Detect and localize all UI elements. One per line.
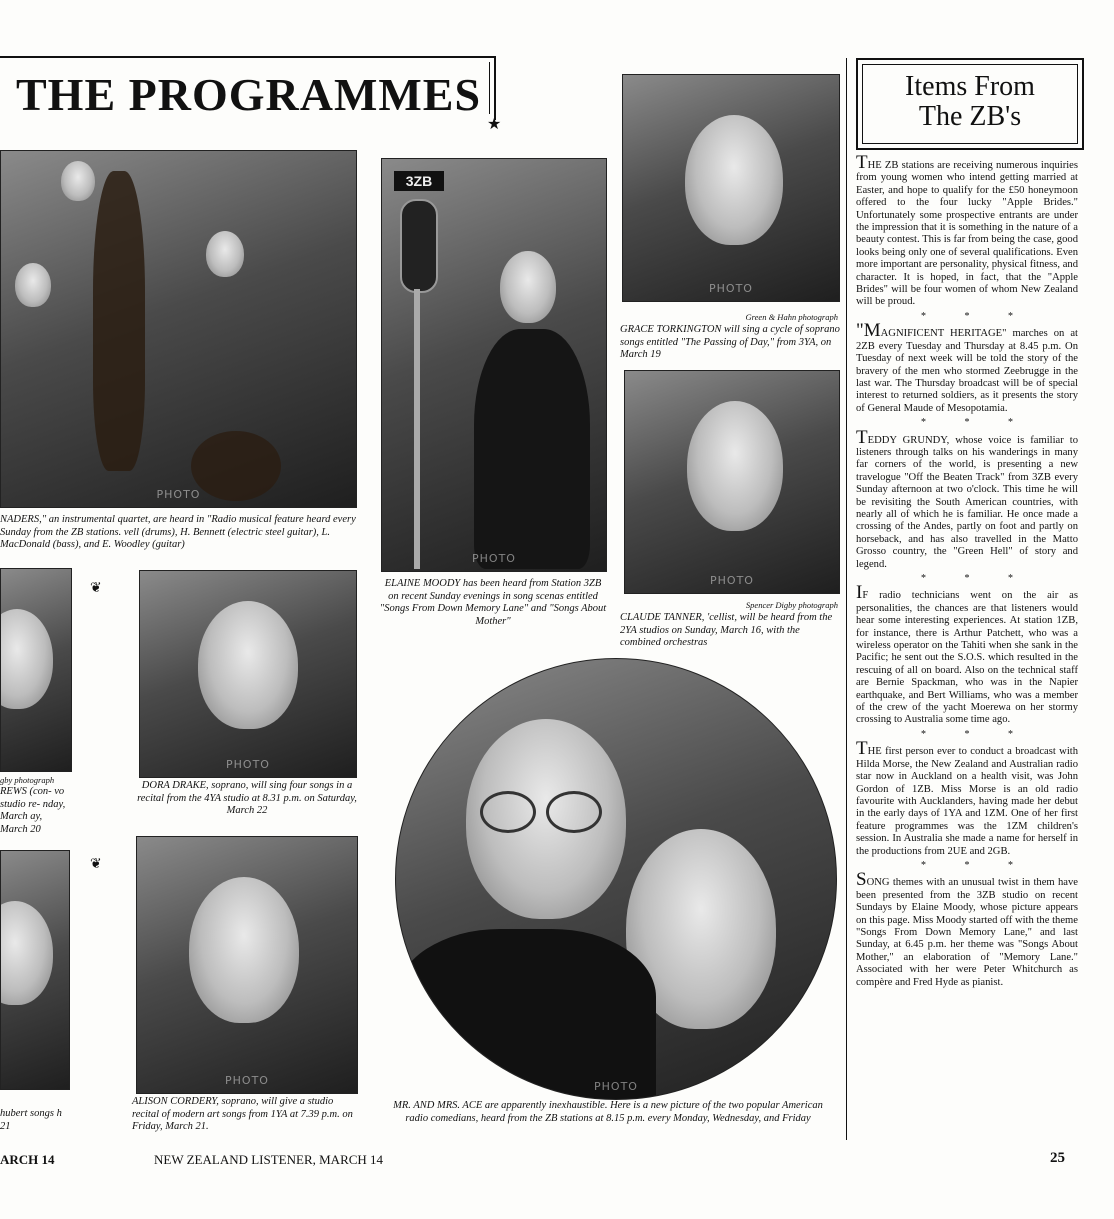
page-title: THE PROGRAMMES: [16, 69, 482, 120]
footer-left-date: ARCH 14: [0, 1152, 55, 1167]
star-icon: ★: [487, 114, 502, 133]
dora-drake-caption: DORA DRAKE, soprano, will sing four songs in a recital from the 4YA studio at 8.31 p.m. on Saturday, March 22: [137, 780, 357, 816]
mr-mrs-ace-photo: PHOTO: [395, 658, 837, 1100]
article-hilda-morse: THE first person ever to conduct a broadcast with Hilda Morse, the New Zealand and Australian radio star now in Auckland on a health visit, was John Gordon of 1ZB. Miss Morse is an old radio favourite with Aucklanders, having made her debut in the early days of 1YA and 1ZM. One of her first feature programmes was the 1ZM children's session. In Australia she made a name for herself in the productions from 2UE and 2GB.: [856, 738, 1078, 857]
grace-torkington-photo: PHOTO: [622, 74, 840, 302]
page-number: 25: [1050, 1150, 1065, 1166]
andrews-caption: REWS (con- vo studio re- nday, March ay, March 20: [0, 786, 66, 835]
microphone-icon: [400, 199, 438, 293]
separator: * * *: [921, 859, 1031, 871]
separator: * * *: [921, 728, 1031, 740]
elaine-moody-caption: ELAINE MOODY has been heard from Station 3ZB on recent Sunday evenings in song scenas entitled "Songs From Down Memory Lane" and "Songs About Mother": [379, 578, 607, 627]
alison-cordery-caption: ALISON CORDERY, soprano, will give a studio recital of modern art songs from 1YA at 7.39 p.m. on Friday, March 21.: [132, 1096, 353, 1132]
article-magnificent-heritage: "MAGNIFICENT HERITAGE" marches on at 2ZB every Tuesday and Thursday at 8.45 p.m. On Tuesday of next week will be told the story of the bravery of the men who stormed Zeebrugge in the last war. The Thursday broadcast will be of special interest to returned soldiers, as it presents the story of General Maude of Mesopotamia.: [856, 320, 1078, 414]
separator: * * *: [921, 573, 1031, 584]
bird-icon: ❦: [90, 856, 102, 872]
column-rule-left: [846, 58, 847, 1140]
grace-photo-credit: Green & Hahn photograph: [745, 312, 838, 322]
header-rule-right: [494, 56, 496, 120]
mic-label: 3ZB: [394, 171, 444, 191]
quartet-photo: PHOTO: [0, 150, 357, 508]
bird-icon: ❦: [90, 580, 102, 596]
grace-torkington-caption: GRACE TORKINGTON will sing a cycle of soprano songs entitled "The Passing of Day," from 3YA, on March 19: [620, 324, 840, 360]
schubert-photo: [0, 850, 70, 1090]
zb-column: [856, 152, 1078, 991]
items-box: [856, 58, 1084, 150]
alison-cordery-photo: PHOTO: [136, 836, 358, 1094]
elaine-moody-photo: 3ZB PHOTO: [381, 158, 607, 572]
article-teddy-grundy: TEDDY GRUNDY, whose voice is familiar to listeners through talks on his wanderings in many far corners of the world, is presenting a new travelogue "Off the Beaten Track" from 3ZB every Sunday afternoon at two o'clock. This time he will be revisiting the South American countries, with nearly all of which he is familiar. He once made a crossing of the Andes, partly on foot and partly on horseback, and has also travelled in the Matto Grosso country, the "Green Hell" of story and legend.: [856, 426, 1078, 570]
glasses-icon: [480, 791, 536, 833]
header-rule-top: [0, 56, 496, 58]
footer-publication: NEW ZEALAND LISTENER, MARCH 14: [154, 1152, 384, 1167]
mr-mrs-ace-caption: MR. AND MRS. ACE are apparently inexhaustible. Here is a new picture of the two popular American radio comedians, heard from the ZB stations at 8.15 p.m. every Monday, Wednesday, and Friday: [393, 1100, 823, 1124]
claude-tanner-photo: PHOTO: [624, 370, 840, 594]
header-rule-right-inner: [489, 62, 490, 114]
items-box-title-1: Items From: [905, 71, 1035, 102]
claude-tanner-caption: CLAUDE TANNER, 'cellist, will be heard from the 2YA studios on Sunday, March 16, with the combined orchestras: [620, 612, 833, 648]
separator: * * *: [921, 310, 1031, 322]
separator: * * *: [921, 417, 1031, 429]
article-apple-brides: THE ZB stations are receiving numerous inquiries from young women who intend getting married at Easter, and hope to qualify for the £50 honeymoon offered to the four lucky "Apple Brides." Unfortunately some prospective entrants are under the impression that it is something in the nature of a beauty contest. This is far from being the case, good looks being only one of several qualifications. Even more important are personality, physical fitness, and character. It is hoped, in fact, that the "Apple Brides" will be four women of whom New Zealand will be proud.: [856, 152, 1078, 308]
items-box-title-2: The ZB's: [918, 101, 1022, 132]
dora-drake-photo: PHOTO: [139, 570, 357, 778]
article-song-themes: SONG themes with an unusual twist in them have been presented from the 3ZB studio on recent Sundays by Elaine Moody, whose picture appears on this page. Miss Moody started off with the theme "Songs From Down Memory Lane," and last Sunday, at 6.45 p.m. her theme was "Songs About Mother," an elaboration of "Memory Lane." Associated with her were Peter Whitchurch as compère and Fred Hyde as pianist.: [856, 869, 1078, 988]
andrews-caption-credit: gby photograph: [0, 775, 55, 785]
claude-photo-credit: Spencer Digby photograph: [745, 600, 838, 610]
schubert-caption: hubert songs h 21: [0, 1108, 62, 1132]
quartet-caption: NADERS," an instrumental quartet, are heard in "Radio musical feature heard every Sunday from the ZB stations. vell (drums), H. Bennett (electric steel guitar), L. MacDonald (bass), and E. Woodley (guitar): [0, 514, 356, 550]
article-radio-technicians: IF radio technicians went on the air as personalities, the chances are that listeners would hear some interesting experiences. At station 1ZB, for instance, there is Arthur Patchett, who was a wireless operator on the Tahiti when she sank in the Pacific; he sent out the S.O.S. which resulted in the rescuing of all on board. Also on the technical staff are Bernie Spackman, who was in the Napier earthquake, and Bert Williams, who was a member of the crew of the yacht Moerewa on her stormy crossing to Australia some time ago.: [856, 582, 1078, 726]
andrews-photo: [0, 568, 72, 772]
